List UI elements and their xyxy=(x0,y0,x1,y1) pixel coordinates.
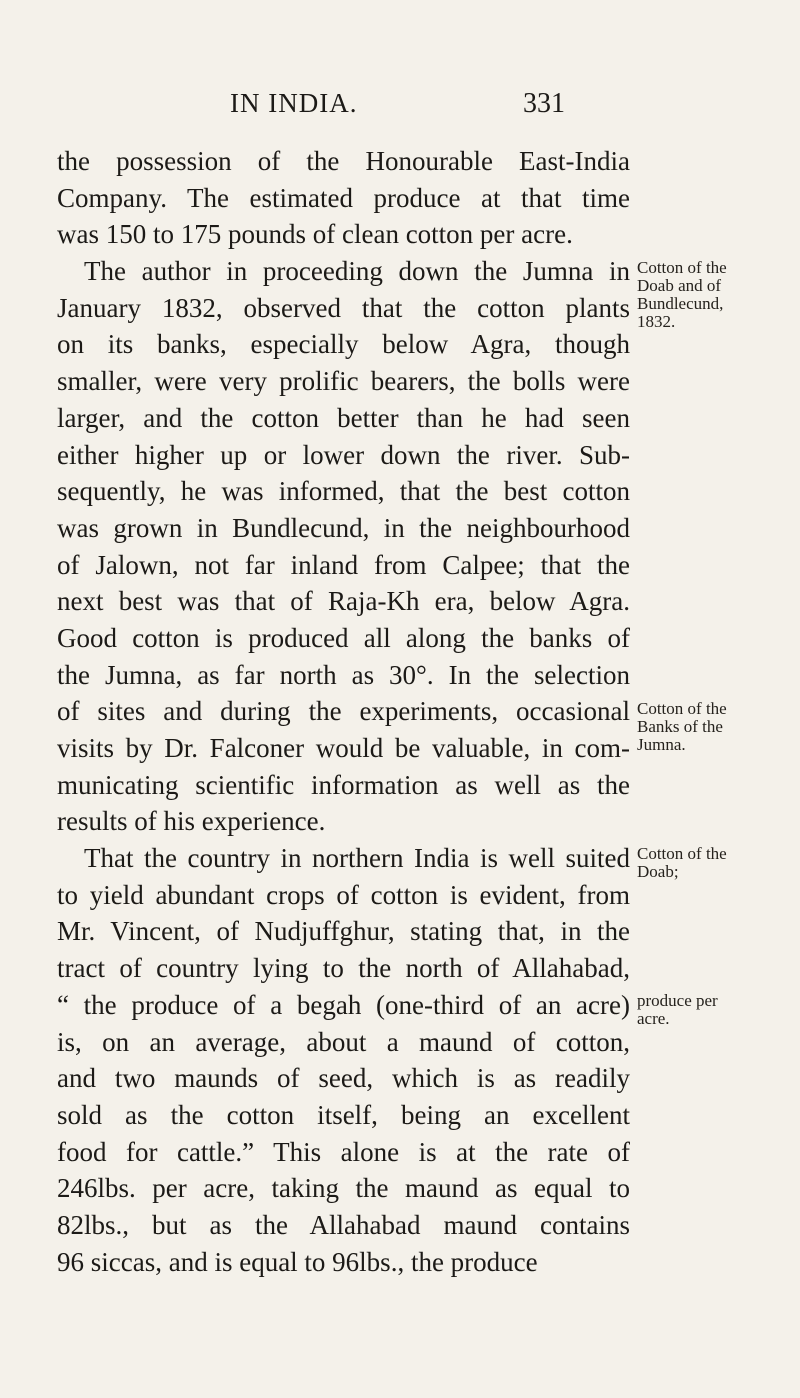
text-line: and two maunds of seed, which is as readily xyxy=(57,1063,630,1094)
text-line: the possession of the Honourable East-India xyxy=(57,146,630,176)
running-title: IN INDIA. xyxy=(230,88,358,118)
text-line: visits by Dr. Falconer would be valuable, in com- xyxy=(57,733,630,763)
text-line: smaller, were very prolific bearers, the bolls were xyxy=(57,366,630,397)
text-line: the Jumna, as far north as 30°. In the selection xyxy=(57,659,630,690)
running-head xyxy=(0,88,800,128)
sidenote-line: 1832. xyxy=(637,312,676,331)
sidenote-cotton-doab xyxy=(637,845,797,881)
text-line: Good cotton is produced all along the banks of xyxy=(57,622,630,653)
sidenote-line: Bundlecund, xyxy=(637,294,724,313)
text-line: was grown in Bundlecund, in the neighbourhood xyxy=(57,512,630,543)
text-line: “ the produce of a begah (one-third of an acre) xyxy=(57,989,630,1020)
sidenote-line: produce per xyxy=(637,991,718,1010)
sidenote-line: Doab and of xyxy=(637,276,722,295)
paragraph-start-line: The author in proceeding down the Jumna in xyxy=(84,256,630,287)
sidenote-produce-per-acre xyxy=(637,992,797,1028)
text-line: next best was that of Raja-Kh era, below Agra. xyxy=(57,586,630,617)
sidenote-line: Cotton of the xyxy=(637,258,727,277)
sidenote-line: Banks of the xyxy=(637,717,723,736)
text-line: tract of country lying to the north of Allahabad, xyxy=(57,953,630,984)
sidenote-line: Cotton of the xyxy=(637,699,727,718)
text-line: was 150 to 175 pounds of clean cotton per acre. xyxy=(57,219,573,250)
text-line: food for cattle.” This alone is at the rate of xyxy=(57,1136,630,1167)
paragraph-start-line: That the country in northern India is well suited xyxy=(84,843,630,874)
text-line: is, on an average, about a maund of cotton, xyxy=(57,1026,630,1057)
text-line: municating scientific information as well as the xyxy=(57,769,630,800)
text-line: of Jalown, not far inland from Calpee; that the xyxy=(57,549,630,580)
text-line: January 1832, observed that the cotton plants xyxy=(57,292,630,323)
text-line: Company. The estimated produce at that time xyxy=(57,182,630,213)
sidenote-banks-jumna xyxy=(637,700,797,754)
body-text xyxy=(57,143,630,1280)
sidenote-line: Jumna. xyxy=(637,735,686,754)
text-line: 246lbs. per acre, taking the maund as equal to xyxy=(57,1173,630,1204)
text-line: either higher up or lower down the river. Sub- xyxy=(57,439,630,470)
sidenote-line: acre. xyxy=(637,1009,670,1028)
text-line: larger, and the cotton better than he had seen xyxy=(57,402,630,433)
text-line: to yield abundant crops of cotton is evident, from xyxy=(57,879,630,910)
sidenote-line: Doab; xyxy=(637,862,679,881)
text-line: Mr. Vincent, of Nudjuffghur, stating that, in the xyxy=(57,916,630,947)
text-line: 82lbs., but as the Allahabad maund contains xyxy=(57,1209,630,1240)
text-line: 96 siccas, and is equal to 96lbs., the produce xyxy=(57,1246,538,1277)
text-line: on its banks, especially below Agra, though xyxy=(57,329,630,360)
text-line: sequently, he was informed, that the best cotton xyxy=(57,476,630,507)
sidenote-doab-bundlecund xyxy=(637,259,797,331)
text-line: results of his experience. xyxy=(57,806,326,837)
sidenote-line: Cotton of the xyxy=(637,844,727,863)
text-line: sold as the cotton itself, being an excellent xyxy=(57,1099,630,1130)
page-number: 331 xyxy=(523,88,565,119)
text-line: of sites and during the experiments, occasional xyxy=(57,696,630,727)
